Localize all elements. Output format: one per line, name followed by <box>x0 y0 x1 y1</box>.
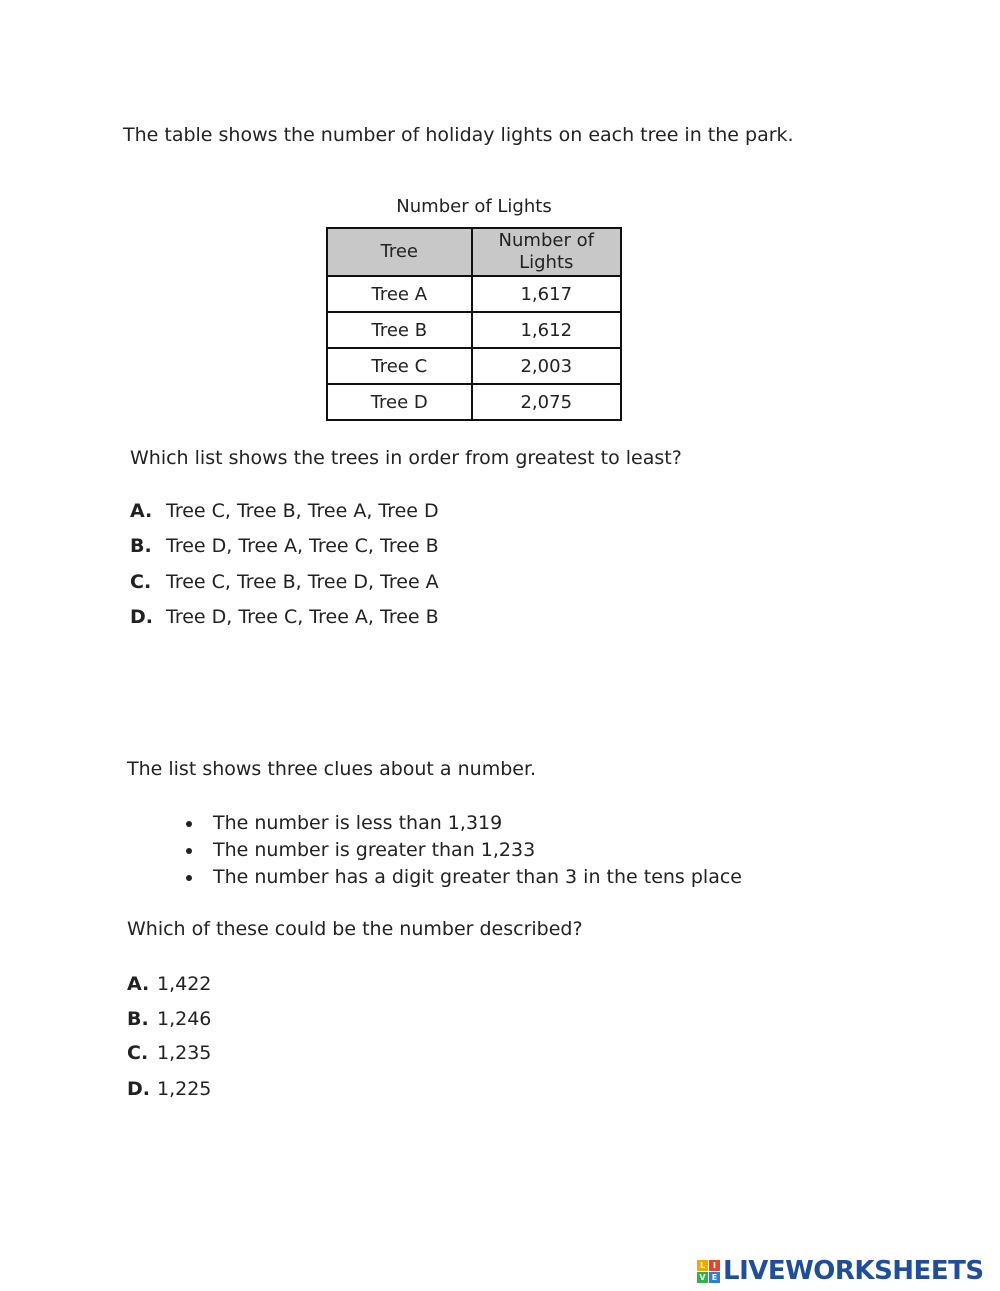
table-cell-tree: Tree C <box>327 348 472 384</box>
list-item: The number is greater than 1,233 <box>186 837 742 864</box>
option-letter: A. <box>130 500 153 522</box>
option-letter: B. <box>127 1008 149 1030</box>
option-text: 1,225 <box>157 1078 212 1100</box>
table-cell-tree: Tree A <box>327 276 472 312</box>
option-letter: C. <box>127 1042 149 1064</box>
q2-option-a <box>127 973 211 995</box>
option-text: Tree D, Tree A, Tree C, Tree B <box>166 535 439 557</box>
option-text: Tree C, Tree B, Tree A, Tree D <box>166 500 439 522</box>
option-text: 1,246 <box>157 1008 212 1030</box>
table-cell-lights: 2,075 <box>472 384 621 420</box>
table-cell-lights: 1,617 <box>472 276 621 312</box>
q2-intro: The list shows three clues about a number. <box>127 758 537 780</box>
table-cell-lights: 2,003 <box>472 348 621 384</box>
table-header-row <box>327 228 621 276</box>
q2-option-d <box>127 1078 211 1100</box>
q1-option-c <box>130 571 439 593</box>
table-cell-tree: Tree B <box>327 312 472 348</box>
table-caption: Number of Lights <box>396 196 552 217</box>
logo-mark-icon: L I V E <box>697 1260 720 1283</box>
q1-prompt: Which list shows the trees in order from greatest to least? <box>130 447 682 469</box>
table-row <box>327 348 621 384</box>
table-cell-lights: 1,612 <box>472 312 621 348</box>
option-letter: C. <box>130 571 152 593</box>
bullet-icon <box>186 848 192 854</box>
table-header-lights: Number of Lights <box>472 228 621 276</box>
table-header-tree: Tree <box>327 228 472 276</box>
q1-intro: The table shows the number of holiday lights on each tree in the park. <box>123 124 794 146</box>
table-row <box>327 384 621 420</box>
q1-option-b <box>130 535 439 557</box>
option-text: Tree D, Tree C, Tree A, Tree B <box>166 606 439 628</box>
option-letter: A. <box>127 973 150 995</box>
option-letter: D. <box>130 606 153 628</box>
q2-option-c <box>127 1042 211 1064</box>
q2-prompt: Which of these could be the number described? <box>127 918 583 940</box>
clue-list <box>186 810 742 891</box>
table-row <box>327 312 621 348</box>
option-letter: D. <box>127 1078 150 1100</box>
q1-option-d <box>130 606 439 628</box>
option-letter: B. <box>130 535 152 557</box>
lights-table <box>326 227 622 421</box>
option-text: Tree C, Tree B, Tree D, Tree A <box>166 571 439 593</box>
table-row <box>327 276 621 312</box>
liveworksheets-logo[interactable] <box>697 1256 984 1286</box>
list-item: The number is less than 1,319 <box>186 810 742 837</box>
option-text: 1,235 <box>157 1042 212 1064</box>
logo-text: LIVEWORKSHEETS <box>723 1256 984 1286</box>
bullet-icon <box>186 875 192 881</box>
option-text: 1,422 <box>157 973 212 995</box>
q2-option-b <box>127 1008 211 1030</box>
q1-option-a <box>130 500 439 522</box>
list-item: The number has a digit greater than 3 in the tens place <box>186 864 742 891</box>
table-cell-tree: Tree D <box>327 384 472 420</box>
bullet-icon <box>186 821 192 827</box>
